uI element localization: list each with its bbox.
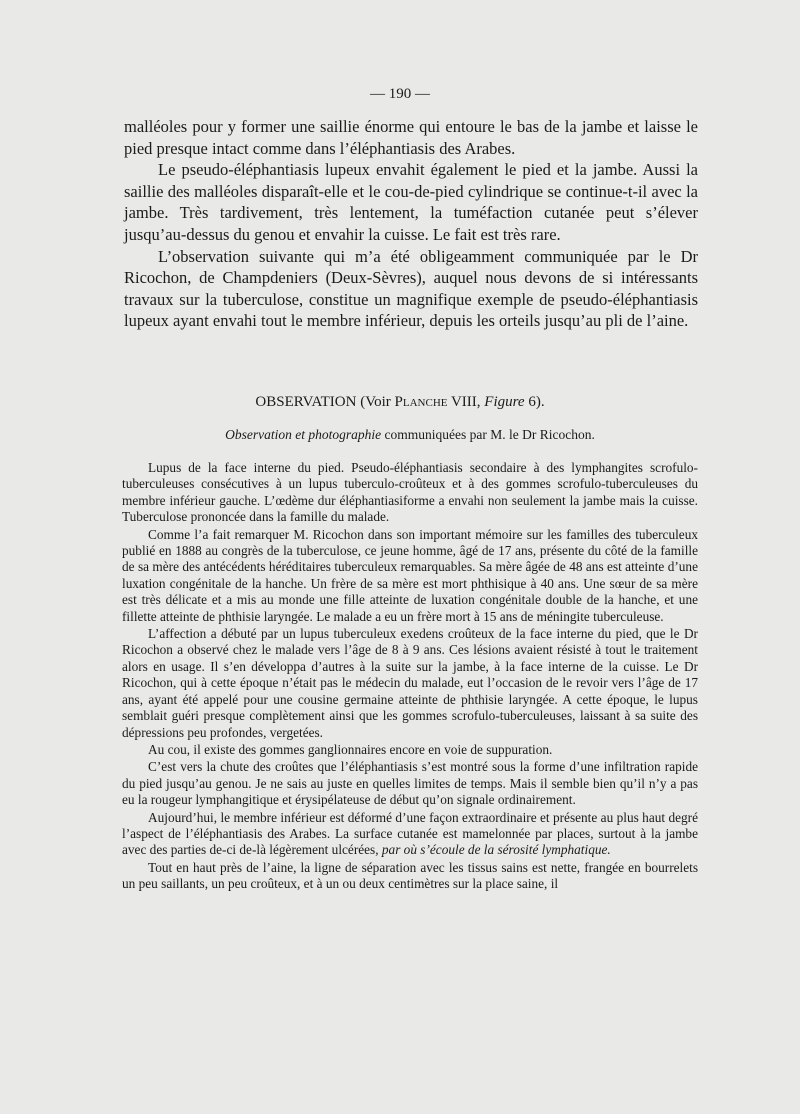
observation-ref-open: (Voir (360, 394, 391, 410)
observation-paragraph-italic: par où s’écoule de la sérosité lymphatique. (381, 842, 611, 858)
observation-paragraph: Lupus de la face interne du pied. Pseudo-éléphantiasis secondaire à des lymphangites scrofulo-tuberculeuses consécutives à un lupus tuberculo-croûteux et à des gommes scrofulo-tuberculeuses du membre inférieur gauche. L’œdème dur éléphantiasiforme a envahi non seulement la jambe mais la cuisse. Tuberculose prononcée dans la famille du malade. (122, 460, 698, 525)
observation-subtitle-italic: Observation et photographie (225, 427, 382, 442)
observation-ref-plate: Planche (394, 394, 448, 410)
observation-subtitle-rest: communiquées par M. le Dr Ricochon. (384, 427, 595, 442)
observation-paragraph: Tout en haut près de l’aine, la ligne de séparation avec les tissus sains est nette, frangée en bourrelets un peu saillants, un peu croûteux, et à un ou deux centimètres sur la place saine, il (122, 859, 698, 892)
observation-paragraph: C’est vers la chute des croûtes que l’éléphantiasis s’est montré sous la forme d’une infiltration rapide du pied jusqu’au genou. Je ne sais au juste en quelles limites de temps. Mais il semble bien qu’il n’y a pas eu la rougeur lymphangitique et érysipélateuse de début qu’on signale ordinairement. (122, 759, 698, 808)
observation-ref-figure: Figure (484, 394, 525, 410)
observation-heading (0, 394, 800, 411)
observation-ref-plate-number: VIII, (450, 394, 481, 410)
intro-paragraph: malléoles pour y former une saillie énorme qui entoure le bas de la jambe et laisse le pied presque intact comme dans l’éléphantiasis des Arabes. (124, 117, 698, 158)
intro-text (124, 116, 698, 332)
observation-subtitle (0, 427, 800, 443)
observation-paragraph (122, 810, 698, 859)
observation-title: OBSERVATION (255, 394, 357, 410)
intro-paragraph: L’observation suivante qui m’a été obligeamment communiquée par le Dr Ricochon, de Champdeniers (Deux-Sèvres), auquel nous devons de si intéressants travaux sur la tuberculose, constitue un magnifique exemple de pseudo-éléphantiasis lupeux ayant envahi tout le membre inférieur, depuis les orteils jusqu’au pli de l’aine. (124, 246, 698, 331)
observation-text (122, 460, 698, 893)
intro-paragraph: Le pseudo-éléphantiasis lupeux envahit également le pied et la jambe. Aussi la saillie des malléoles disparaît-elle et le cou-de-pied cylindrique se continue-t-il avec la jambe. Très tardivement, très lentement, la tuméfaction cutanée peut s’élever jusqu’au-dessus du genou et envahir la cuisse. Le fait est très rare. (124, 160, 698, 244)
observation-paragraph-text: Aujourd’hui, le membre inférieur est déformé d’une façon extraordinaire et présente au plus haut degré l’aspect de l’éléphantiasis des Arabes. La surface cutanée est mamelonnée par places, surtout à la jambe avec des parties de-ci de-là légèrement ulcérées, (122, 809, 698, 858)
observation-paragraph: L’affection a débuté par un lupus tuberculeux exedens croûteux de la face interne du pied, que le Dr Ricochon a observé chez le malade vers l’âge de 8 à 9 ans. Ces lésions avaient résisté à tout le traitement alors en usage. Il s’en développa d’autres à la suite sur la jambe, à la face interne de la cuisse. Le Dr Ricochon, qui à cette époque n’était pas le médecin du malade, eut l’occasion de le revoir vers l’âge de 17 ans, ayant été appelé pour une cousine germaine atteinte de phthisie laryngée. A cette époque, le lupus semblait guéri presque complètement ainsi que les gommes scrofulo-tuberculeuses, laissant à sa suite des dépressions peu profondes, vergetées. (122, 626, 698, 740)
observation-paragraph: Au cou, il existe des gommes ganglionnaires encore en voie de suppuration. (148, 741, 553, 757)
page-number: — 190 — (370, 86, 430, 102)
observation-paragraph: Comme l’a fait remarquer M. Ricochon dans son important mémoire sur les familles des tuberculeux publié en 1888 au congrès de la tuberculose, ce jeune homme, âgé de 17 ans, présente du côté de la famille de sa mère des antécédents héréditaires tuberculeux remarquables. Sa mère âgée de 48 ans est atteinte d’une luxation congénitale de la hanche. Un frère de sa mère est mort phthisique à 40 ans. Une sœur de sa mère est très délicate et a mis au monde une fille atteinte de luxation congénitale double de la hanche, et une fillette atteinte de phthisie laryngée. Le malade a eu un frère mort à 15 ans de méningite tuberculeuse. (122, 526, 698, 624)
observation-ref-close: 6). (528, 394, 545, 410)
